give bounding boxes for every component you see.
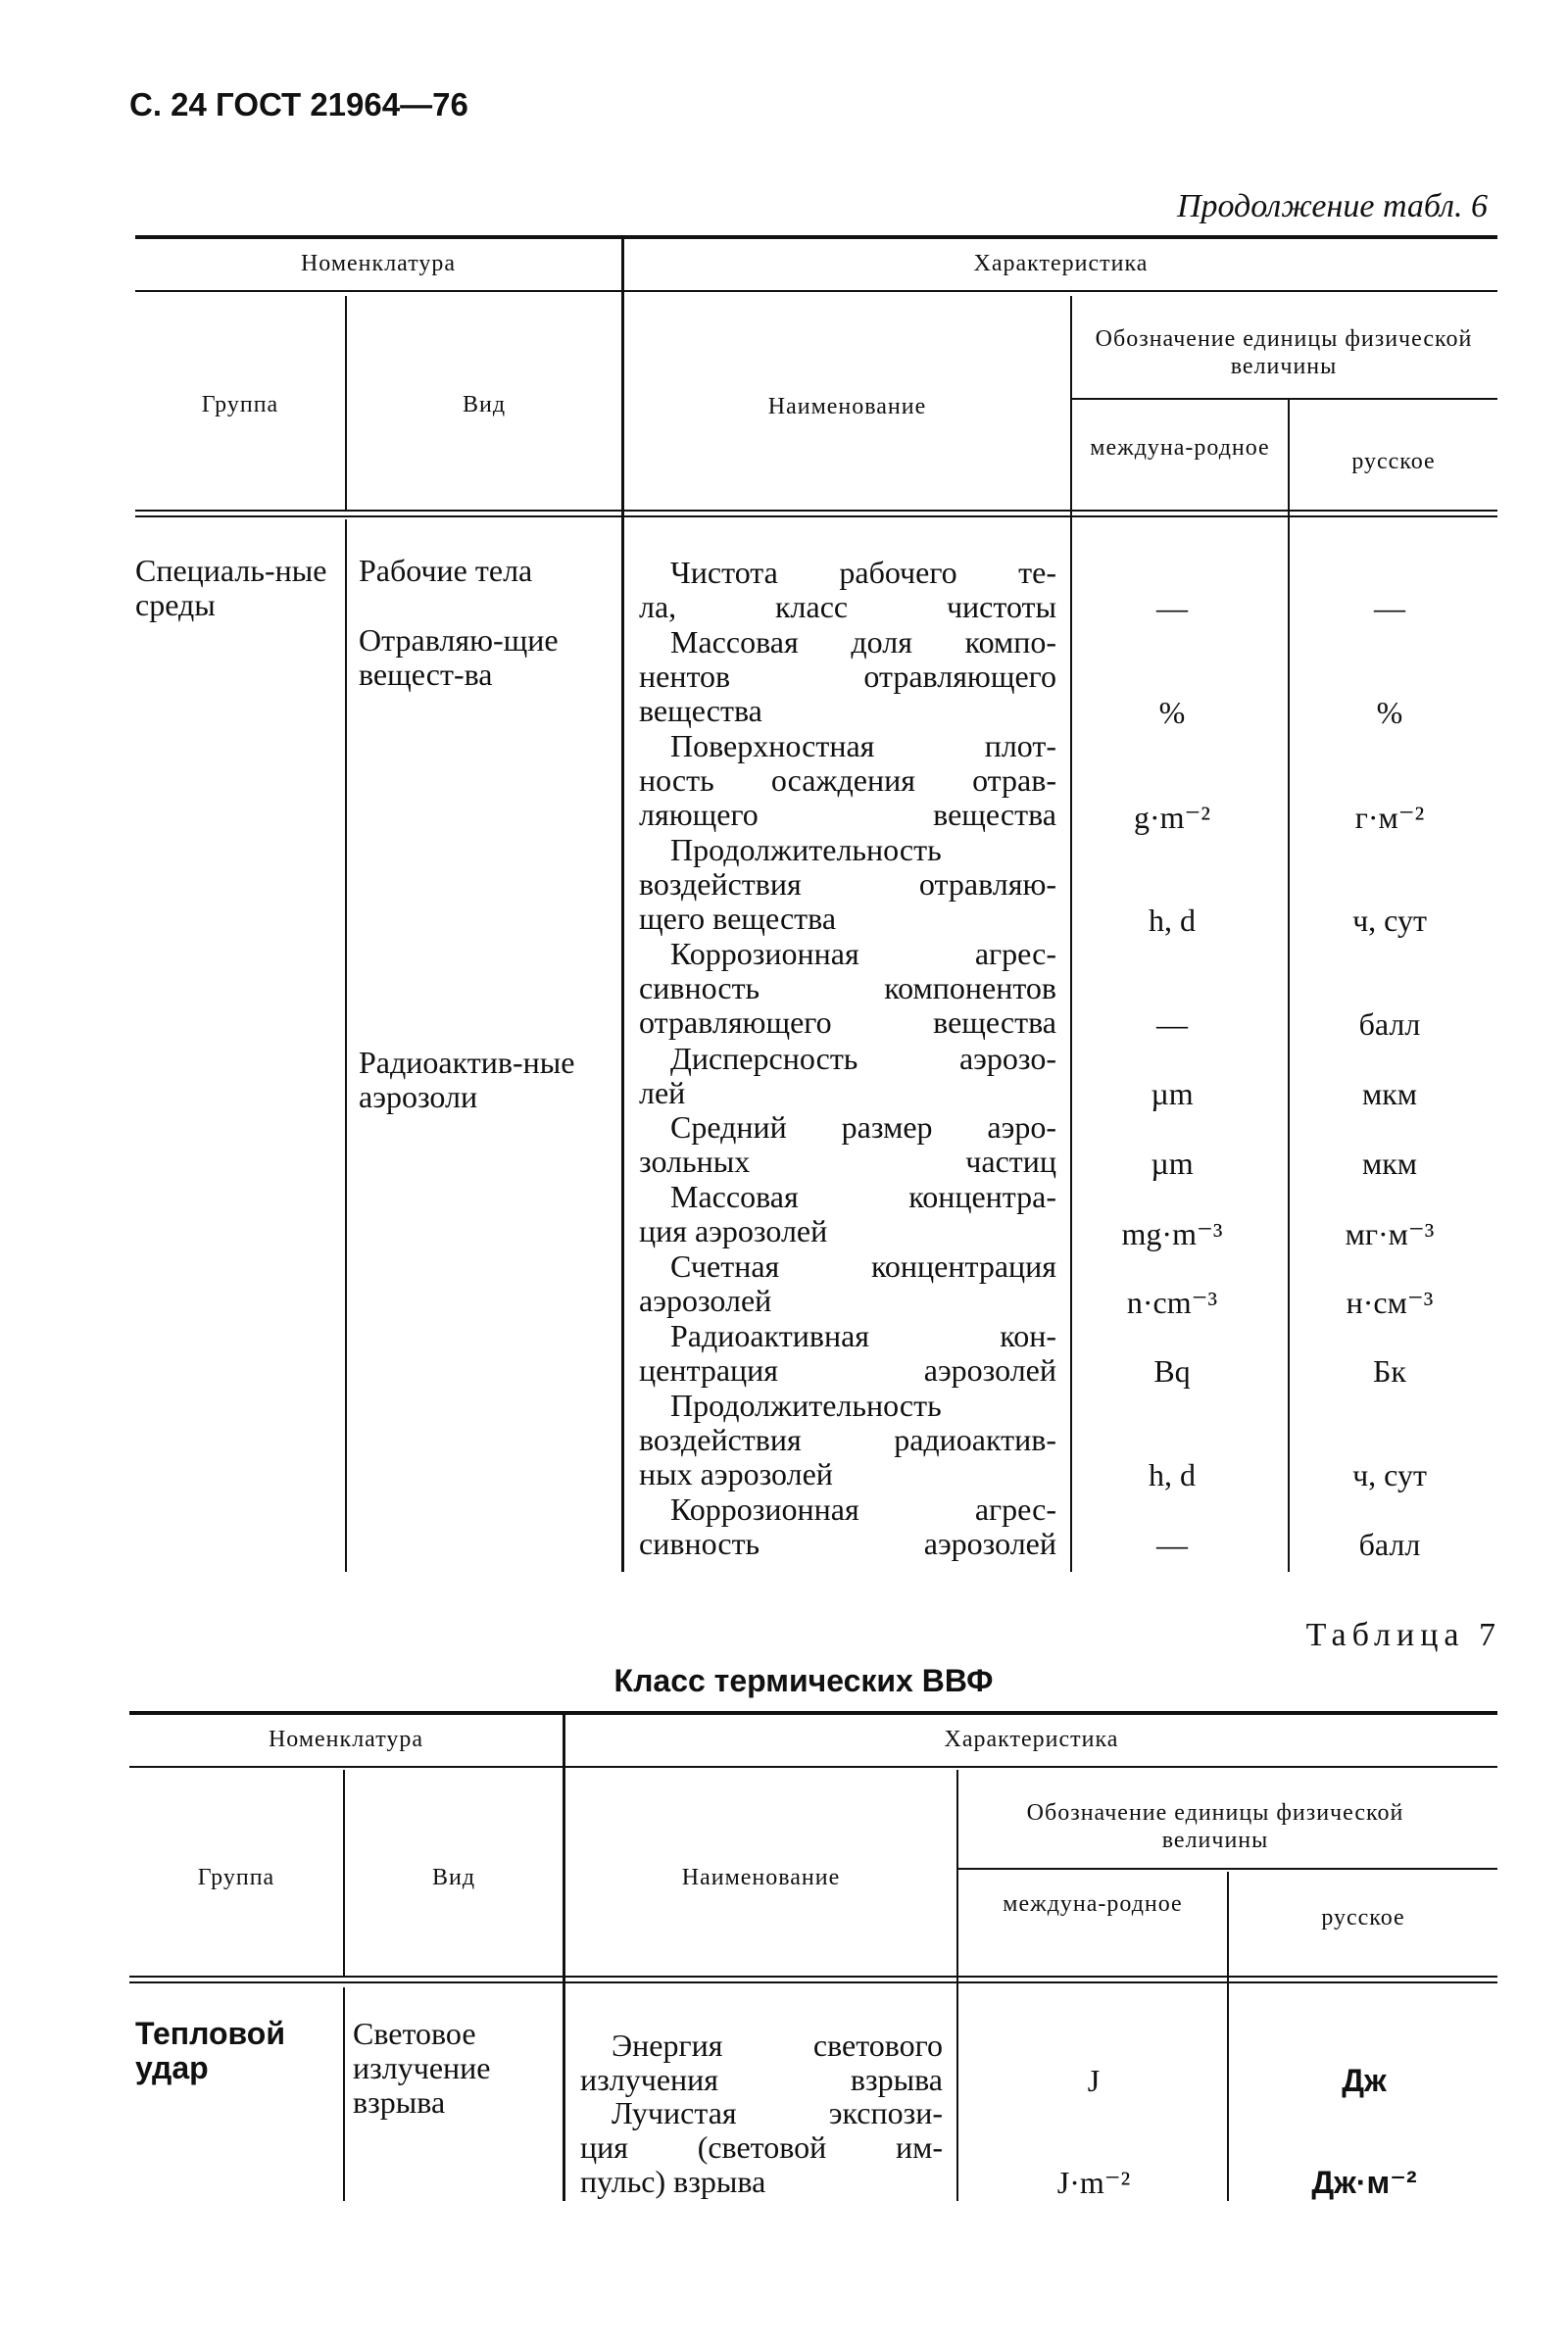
col-unit-designation: Обозначение единицы физической величины [1095,326,1473,379]
row-name-line: пульс) взрыва [580,2164,766,2199]
row-name [639,833,1056,936]
row-name-line: Коррозионная агрес- [670,936,1056,972]
row-unit-rus: Дж·м⁻² [1311,2165,1417,2200]
col-kind: Вид [462,392,507,417]
row-name [639,1042,1056,1110]
row-unit-rus: мкм [1361,1145,1418,1181]
row-name-line: Радиоактивная кон- [670,1317,1056,1353]
col-nomenclature: Номенклатура [300,251,457,276]
row-unit-rus: мг·м⁻³ [1345,1215,1435,1251]
row-name-line: сивность аэрозолей [639,1525,1056,1561]
row-unit-rus: ч, сут [1352,903,1427,938]
row-name-line: ных аэрозолей [639,1455,833,1491]
row-name [639,729,1056,832]
row-unit-intl: µm [1151,1076,1194,1111]
row-unit-rus: Бк [1373,1353,1406,1390]
row-unit-rus: г·м⁻² [1354,799,1425,835]
row-unit-rus: % [1376,694,1403,730]
row-name-line: Лучистая экспози- [612,2095,943,2130]
col-unit-designation-t7: Обозначение единицы физической величины [1026,1800,1404,1853]
row-name-line: ность осаждения отрав- [639,762,1056,798]
row-name-line: Чистота рабочего те- [670,555,1056,590]
row-unit-intl: mg·m⁻³ [1121,1215,1223,1251]
row-name [639,1319,1056,1388]
row-unit-intl: Bq [1153,1353,1191,1390]
row-unit-rus: балл [1358,1006,1421,1043]
row-name-line: Массовая концентра- [670,1179,1056,1215]
row-name [639,1180,1056,1248]
kind-toxic-substances: Отравляю-щие вещест-ва [359,622,559,692]
row-unit-rus: — [1374,590,1405,626]
row-unit-intl: — [1156,1006,1188,1043]
row-name [639,1249,1056,1318]
col-name: Наименование [767,394,927,419]
col-russian: русское [1351,449,1436,474]
row-name-line: ция аэрозолей [639,1213,828,1249]
table-7-title: Класс термических ВВФ [613,1663,994,1698]
row-name-line: центрация аэрозолей [639,1351,1056,1388]
row-name [639,1389,1056,1491]
row-name [639,1492,1056,1561]
kind-light-radiation: Световое излучение взрыва [353,2016,491,2120]
row-name-line: ла, класс чистоты [639,589,1056,624]
row-name-line: Дисперсность аэрозо- [670,1040,1056,1076]
row-name-line: воздействия радиоактив- [639,1421,1056,1457]
row-unit-intl: — [1156,590,1188,626]
col-international: междуна-родное [1090,435,1270,461]
row-name [580,2096,943,2199]
row-name-line: Коррозионная агрес- [670,1491,1056,1527]
table-7-label: Таблица 7 [1305,1617,1501,1653]
table-continuation-label: Продолжение табл. 6 [1176,188,1488,224]
kind-radioactive-aerosols: Радиоактив-ные аэрозоли [359,1045,575,1114]
row-unit-intl: g·m⁻² [1133,799,1211,835]
row-unit-intl: h, d [1149,903,1196,938]
row-unit-intl: % [1158,694,1186,730]
row-unit-rus: н·см⁻³ [1346,1285,1434,1321]
row-name-line: сивность компонентов [639,970,1056,1006]
kind-working-bodies: Рабочие тела [359,553,533,588]
row-name-line: Продолжительность [670,832,942,868]
col-characteristic-t7: Характеристика [944,1727,1119,1752]
row-name [639,625,1056,728]
row-name-line: лей [639,1074,686,1110]
row-unit-intl: J·m⁻² [1056,2165,1131,2200]
row-unit-intl: J [1087,2062,1101,2098]
row-name-line: Энергия светового [612,2028,943,2063]
col-kind-t7: Вид [431,1865,476,1890]
row-unit-rus: мкм [1361,1076,1418,1111]
row-unit-rus: ч, сут [1352,1457,1427,1493]
row-unit-rus: Дж [1342,2062,1387,2098]
col-name-t7: Наименование [681,1865,841,1890]
col-nomenclature-t7: Номенклатура [268,1727,424,1752]
col-group: Группа [201,392,279,417]
row-name-line: нентов отравляющего [639,658,1056,694]
row-unit-intl: n·cm⁻³ [1126,1285,1218,1321]
row-name-line: ляющего вещества [639,797,1056,832]
group-special-media: Специаль-ные среды [135,553,327,622]
row-name-line: Продолжительность [670,1387,942,1423]
row-name-line: Поверхностная плот- [670,728,1056,763]
row-name-line: Средний размер аэро- [670,1109,1056,1146]
group-thermal-shock: Тепловой удар [135,2016,285,2085]
row-name-line: щего вещества [639,901,837,937]
row-name-line: отравляющего вещества [639,1004,1056,1041]
col-characteristic: Характеристика [973,251,1149,276]
row-unit-rus: балл [1358,1527,1421,1563]
row-name-line: аэрозолей [639,1283,772,1318]
row-unit-intl: — [1156,1527,1188,1563]
row-name-line: вещества [639,692,762,728]
col-international-t7: междуна-родное [1003,1891,1183,1917]
row-name-line: Массовая доля компо- [670,623,1056,660]
row-name-line: зольных частиц [639,1144,1056,1180]
row-unit-intl: h, d [1149,1457,1196,1493]
row-name [639,1110,1056,1179]
row-name [580,2029,943,2097]
row-name-line: ция (световой им- [580,2129,943,2165]
row-unit-intl: µm [1151,1145,1194,1181]
row-name-line: воздействия отравляю- [639,866,1056,903]
col-group-t7: Группа [197,1865,275,1890]
row-name [639,556,1056,624]
row-name-line: излучения взрыва [580,2062,943,2097]
col-russian-t7: русское [1321,1905,1405,1931]
row-name [639,937,1056,1040]
row-name-line: Счетная концентрация [670,1248,1056,1284]
page-header: С. 24 ГОСТ 21964—76 [129,86,468,122]
